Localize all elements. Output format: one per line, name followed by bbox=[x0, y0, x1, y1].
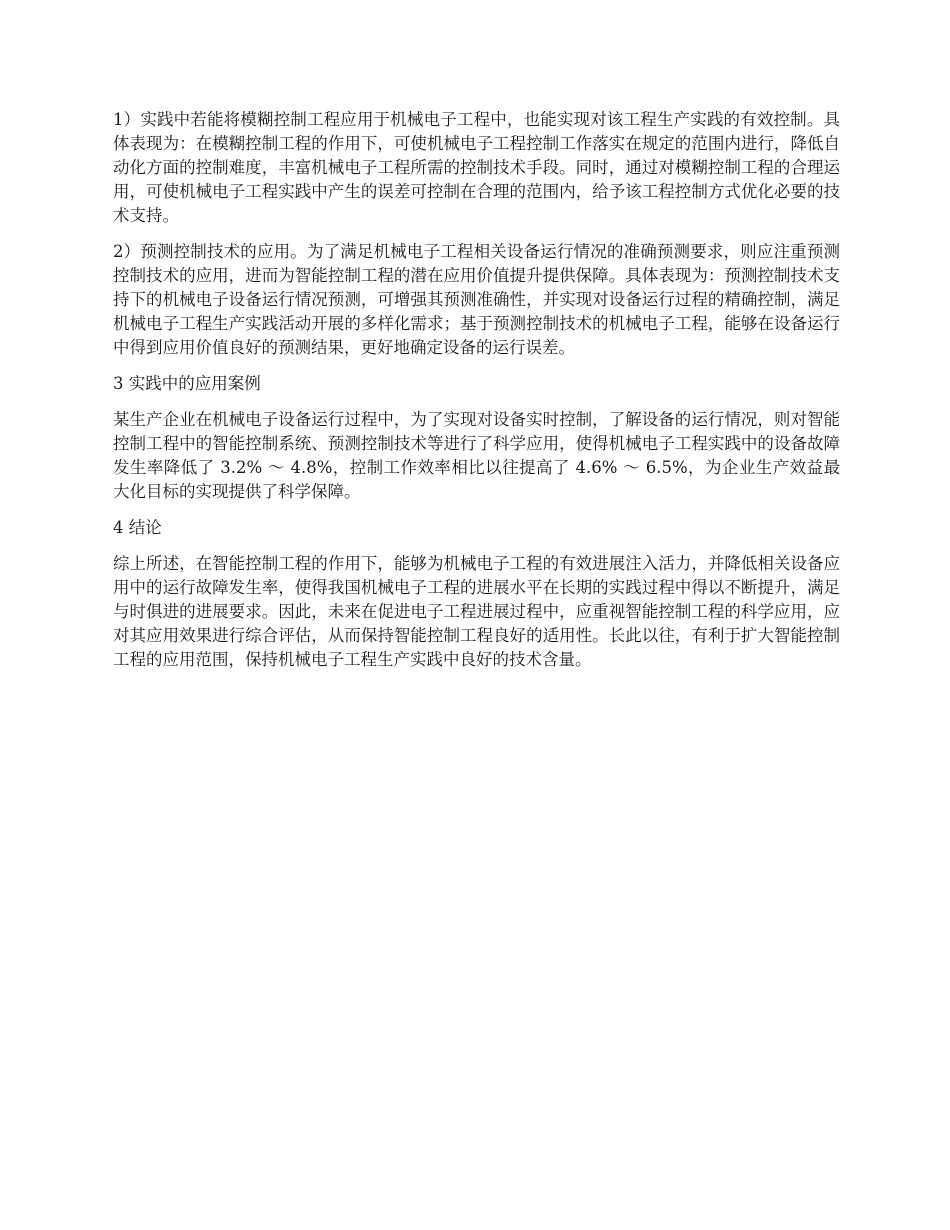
paragraph-case-study: 某生产企业在机械电子设备运行过程中，为了实现对设备实时控制，了解设备的运行情况，则对智能控制工程中的智能控制系统、预测控制技术等进行了科学应用，使得机械电子工程实践中的设备故障发生率降低了 3.2% ～ 4.8%，控制工作效率相比以往提高了 4.6% ～ 6.5%，为企业生产效益最大化目标的实现提供了科学保障。 bbox=[113, 410, 840, 501]
paragraph-predictive-control: 2）预测控制技术的应用。为了满足机械电子工程相关设备运行情况的准确预测要求，则应注重预测控制技术的应用，进而为智能控制工程的潜在应用价值提升提供保障。具体表现为：预测控制技术支持下的机械电子设备运行情况预测，可增强其预测准确性，并实现对设备运行过程的精确控制，满足机械电子工程生产实践活动开展的多样化需求；基于预测控制技术的机械电子工程，能够在设备运行中得到应用价值良好的预测结果，更好地确定设备的运行误差。 bbox=[113, 242, 840, 357]
section-heading-case: 3 实践中的应用案例 bbox=[113, 374, 261, 393]
paragraph-conclusion: 综上所述，在智能控制工程的作用下，能够为机械电子工程的有效进展注入活力，并降低相关设备应用中的运行故障发生率，使得我国机械电子工程的进展水平在长期的实践过程中得以不断提升，满足与时俱进的进展要求。因此，未来在促进电子工程进展过程中，应重视智能控制工程的科学应用，应对其应用效果进行综合评估，从而保持智能控制工程良好的适用性。长此以往，有利于扩大智能控制工程的应用范围，保持机械电子工程生产实践中良好的技术含量。 bbox=[113, 554, 840, 669]
section-heading-conclusion: 4 结论 bbox=[113, 518, 162, 537]
paragraph-fuzzy-control: 1）实践中若能将模糊控制工程应用于机械电子工程中，也能实现对该工程生产实践的有效控制。具体表现为：在模糊控制工程的作用下，可使机械电子工程控制工作落实在规定的范围内进行，降低自动化方面的控制难度，丰富机械电子工程所需的控制技术手段。同时，通过对模糊控制工程的合理运用，可使机械电子工程实践中产生的误差可控制在合理的范围内，给予该工程控制方式优化必要的技术支持。 bbox=[113, 110, 840, 225]
document-page bbox=[113, 108, 840, 684]
